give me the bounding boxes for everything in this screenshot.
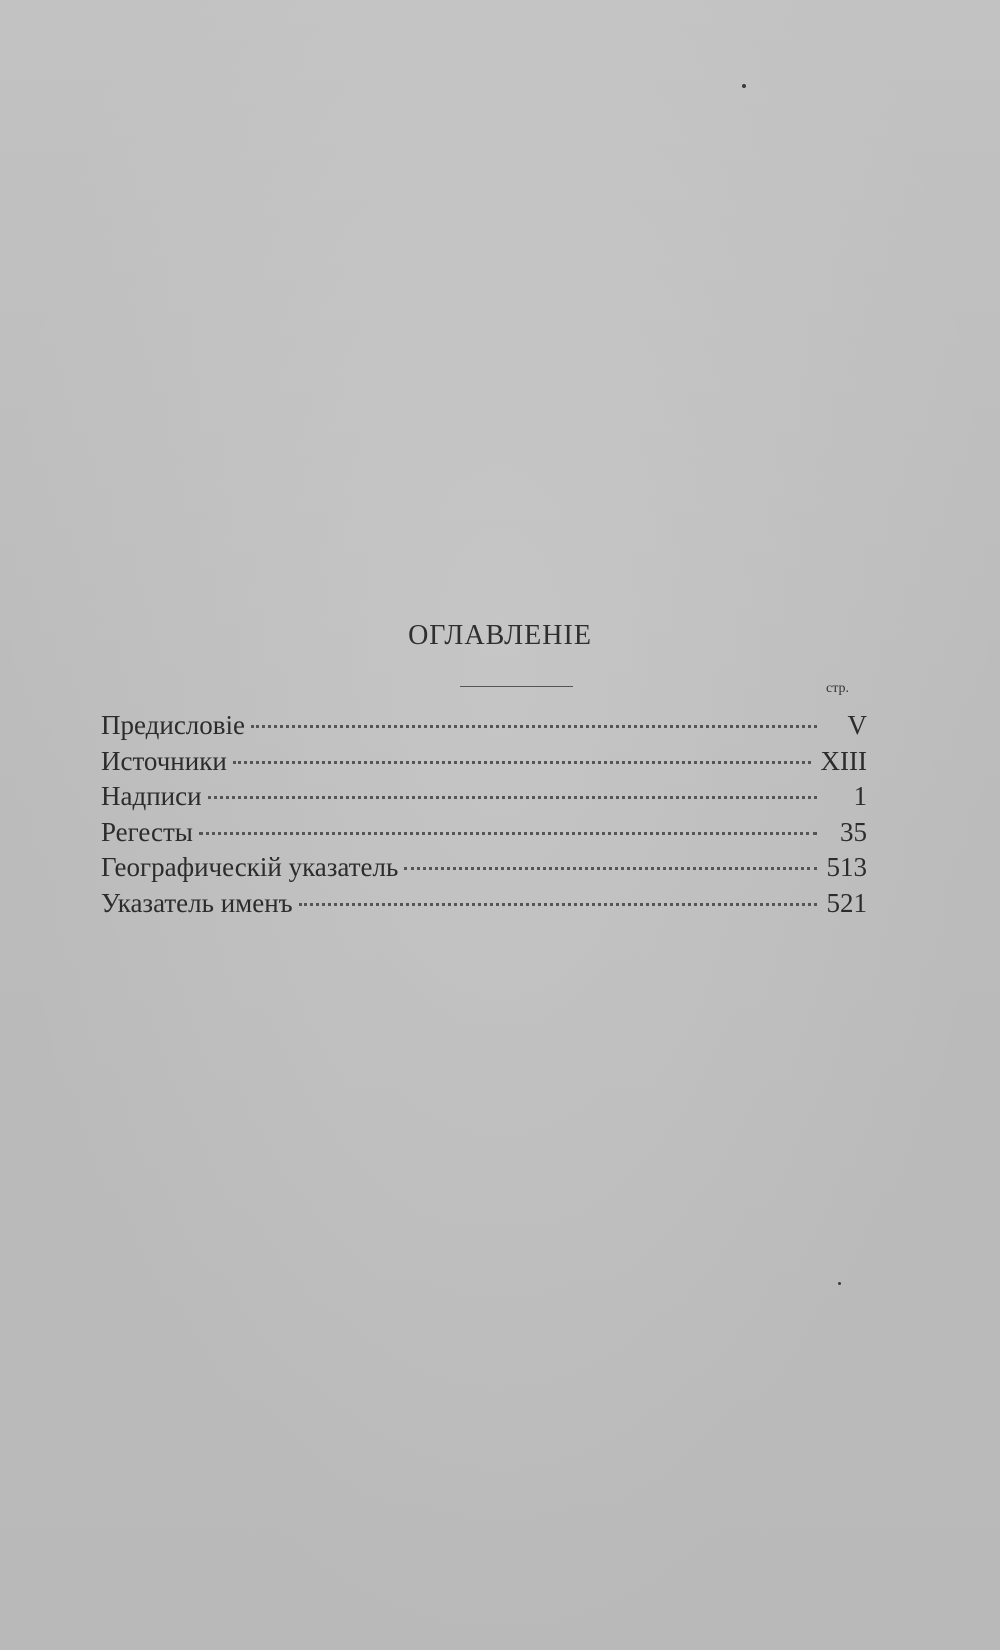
page-column-header: стр. <box>826 681 850 696</box>
toc-entry <box>101 852 867 888</box>
toc-entry <box>101 888 867 924</box>
toc-entry-label: Источники <box>101 745 227 776</box>
dot-leader <box>208 796 817 799</box>
table-of-contents <box>101 710 867 923</box>
toc-entry <box>101 746 867 782</box>
toc-entry <box>101 710 867 746</box>
title-divider <box>460 686 573 687</box>
dot-leader <box>404 867 816 870</box>
dot-leader <box>199 832 817 835</box>
toc-entry-page: XIII <box>820 745 867 776</box>
toc-entry-label: Регесты <box>101 816 193 847</box>
toc-entry-page: 513 <box>826 852 867 882</box>
toc-entry-page: 1 <box>853 781 867 811</box>
toc-entry-page: 521 <box>826 887 867 918</box>
dot-leader <box>233 761 811 764</box>
toc-entry-label: Предисловіе <box>101 710 246 740</box>
toc-entry <box>101 781 867 817</box>
page-title: ОГЛАВЛЕНIЕ <box>408 620 592 651</box>
dot-leader <box>251 725 817 728</box>
toc-entry-page: 35 <box>840 816 867 847</box>
ink-speck <box>838 1282 841 1285</box>
toc-entry <box>101 817 867 853</box>
toc-entry-label: Надписи <box>101 781 202 811</box>
toc-entry-label: Географическій указатель <box>101 852 399 882</box>
toc-entry-page: V <box>847 710 867 740</box>
toc-entry-label: Указатель именъ <box>101 887 293 918</box>
ink-speck <box>742 84 746 88</box>
dot-leader <box>299 903 817 906</box>
